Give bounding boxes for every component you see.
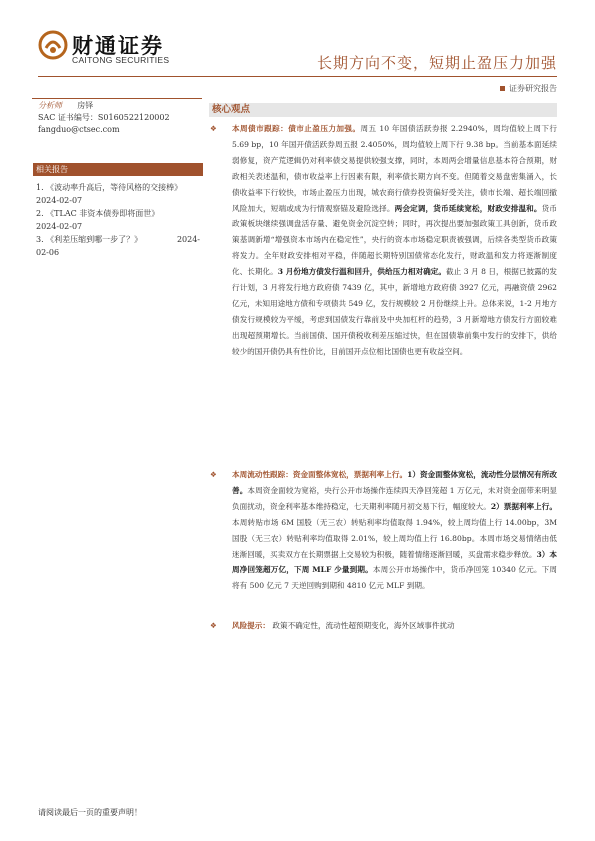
diamond-bullet-icon: ❖ bbox=[210, 124, 217, 133]
liquidity-point-1: 1）资金面整体宽松，流动性分层情况有所改善。 bbox=[232, 470, 557, 495]
related-report-date: 2024-02-07 bbox=[36, 222, 83, 231]
bond-market-heading: 本周债市跟踪：债市止盈压力加强。 bbox=[232, 124, 361, 133]
liquidity-point-3: 3）本周净回笼超万亿，下周 MLF 少量到期。 bbox=[232, 549, 557, 575]
liquidity-point-2: 2）票据利率上行。 bbox=[490, 501, 557, 511]
sac-number: S0160522120002 bbox=[97, 113, 170, 122]
analyst-info bbox=[38, 100, 170, 136]
caitong-logo-icon bbox=[38, 30, 68, 60]
core-view-heading: 核心观点 bbox=[209, 103, 557, 117]
related-report-title: 2. 《TLAC 非资本债券即将面世》 bbox=[36, 209, 160, 218]
section-bond-market bbox=[212, 121, 557, 360]
risk-paragraph bbox=[212, 618, 557, 634]
bond-market-paragraph bbox=[212, 121, 557, 360]
logo-english-name: CAITONG SECURITIES bbox=[72, 55, 170, 65]
local-bond-highlight: 3 月份地方债发行温和回升，供给压力相对确定。 bbox=[277, 267, 446, 277]
report-type-tag bbox=[500, 83, 557, 94]
header-divider bbox=[38, 76, 557, 77]
analyst-name: 房铎 bbox=[77, 101, 94, 110]
risk-heading: 风险提示： bbox=[232, 621, 270, 630]
square-bullet-icon bbox=[500, 86, 505, 91]
bond-market-text-3: 截止 3 月 8 日，根据已披露的发行计划，3 月将发行地方政府债 7439 亿，其中，新增地方政府债 3927 亿元，再融资债 2962 亿元，未知用途地方债和专项债共 549 亿，发行规模较 2 月份继续上升。总体来说，1-2 月地方债发行规模较为平缓，考虑到国债发行靠前及中央加杠杆的趋势，3 月新增地方债发行方面较难出现超预期增长。当前国债、国开债税收利差压缩过快，但在国债靠前集中发行的安排下，供给较少的国开债仍具有性价比，目前国开点位相比国债也更有收益空间。 bbox=[232, 267, 557, 356]
liquidity-text-1: 本周资金面较为宽裕，央行公开市场操作连续四天净回笼超 1 万亿元，未对资金面带来明显负面扰动，资金利率基本维持稳定，七天期利率随月初交易下行，幅度较大。 bbox=[232, 485, 558, 511]
related-reports-list bbox=[36, 181, 200, 259]
disclaimer-footer: 请阅读最后一页的重要声明！ bbox=[38, 808, 142, 817]
section-risk bbox=[212, 618, 557, 634]
logo-chinese-name: 财通证券 bbox=[72, 34, 164, 58]
related-report-item[interactable] bbox=[36, 207, 200, 233]
two-sessions-highlight: 两会定调，货币延续宽松，财政安排温和。 bbox=[394, 203, 542, 213]
related-report-title: 3. 《利差压缩到哪一步了？》 bbox=[36, 235, 143, 244]
liquidity-text-2: 本周转贴市场 6M 国股（无三农）转贴利率均值取得 1.94%，较上周均值上行 14.00bp，3M 国股（无三农）转贴利率均值取得 2.01%，较上周均值上行 16.80bp。本周市场交易情绪由低迷渐回暖，买卖双方在长期票据上交易较为积极，随着情绪逐渐回暖，买盘需求稳步释放。 bbox=[232, 517, 557, 559]
bond-market-text-2: 货币政策板块继续强调盘活存量、避免资金沉淀空转；同时，再次提出要加强政策工具创新，货币政策基调新增“增强资本市场内在稳定性”，央行的资本市场稳定职责被强调，后续各类型货币政策将发力。全年财政安排相对平稳，伴随超长期特别国债常态化发行，财政温和发力将逐渐制度化、长期化。 bbox=[232, 203, 558, 277]
liquidity-paragraph bbox=[212, 467, 557, 594]
analyst-email[interactable]: fangduo@ctsec.com bbox=[38, 125, 120, 134]
diamond-bullet-icon: ❖ bbox=[210, 621, 217, 630]
related-report-date-part1: 2024- bbox=[176, 235, 200, 244]
related-report-title: 1. 《波动率升高后，等待风格的交接棒》 bbox=[36, 183, 183, 192]
diamond-bullet-icon: ❖ bbox=[210, 470, 217, 479]
related-report-item[interactable] bbox=[36, 233, 200, 259]
related-report-date-part2: 02-06 bbox=[36, 248, 60, 257]
left-column-divider bbox=[32, 98, 202, 99]
bond-market-text-1: 周五 10 年国债活跃券报 2.2940%，周均值较上周下行 5.69 bp，10 年国开债活跃券周五报 2.4050%，周均值较上周下行 9.38 bp。当前基本面延续弱修复，资产荒逻辑仍对利率债交易提供较强支撑，同时，本周两会增量信息基本符合预期，财政相关表述温和，债市收益率上行因素有限，利率债长期方向不变。但随着交易盘密集涌入，长债收益率下行较快，市场止盈压力出现，城农商行债券投资偏好受关注，债市长端、超长端回撤风险加大，短端或成为行情观察锚及避险选择。 bbox=[232, 124, 557, 213]
section-liquidity bbox=[212, 467, 557, 594]
related-reports-heading: 相关报告 bbox=[33, 163, 203, 176]
report-title: 长期方向不变，短期止盈压力加强 bbox=[316, 54, 557, 72]
related-report-date: 2024-02-07 bbox=[36, 196, 83, 205]
liquidity-heading: 本周流动性跟踪：资金面整体宽松，票据利率上行。 bbox=[232, 470, 408, 479]
related-report-item[interactable] bbox=[36, 181, 200, 207]
liquidity-text-3: 本周公开市场操作中，货币净回笼 10340 亿元。下周将有 500 亿元 7 天逆回购到期和 4810 亿元 MLF 到期。 bbox=[232, 565, 557, 591]
analyst-label: 分析师 bbox=[38, 101, 62, 110]
sac-label: SAC 证书编号： bbox=[38, 113, 98, 122]
risk-text: 政策不确定性，流动性超预期变化，海外区域事件扰动 bbox=[272, 621, 455, 630]
report-type-label: 证券研究报告 bbox=[509, 84, 557, 93]
